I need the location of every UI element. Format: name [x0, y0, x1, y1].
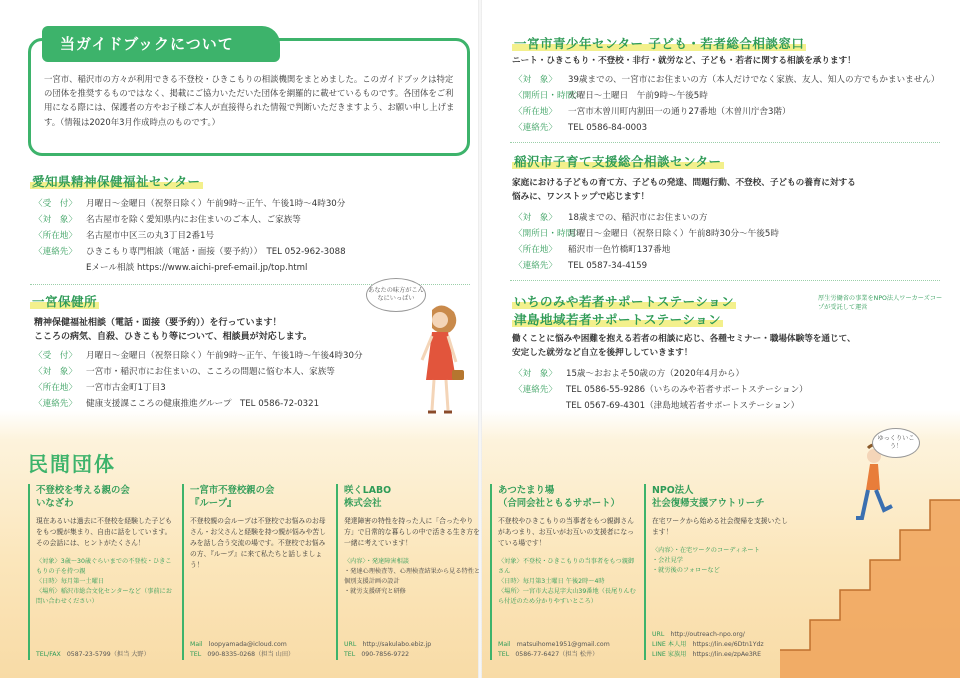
- section-heading-seishonen: 一宮市青少年センター 子ども・若者総合相談窓口: [514, 36, 805, 51]
- info-row: 〈受 付〉 月曜日～金曜日（祝祭日除く）午前9時～正午、午後1時～午後4時30分: [34, 351, 363, 361]
- stairs-illustration: [780, 440, 960, 678]
- tsushima-tel: TEL 0567-69-4301（津島地域若者サポートステーション）: [566, 401, 800, 411]
- girl-illustration: [410, 300, 470, 420]
- group-subtitle: 『ループ』: [190, 498, 237, 509]
- group-title: NPO法人: [652, 485, 694, 496]
- info-row: 〈連絡先〉 健康支援課こころの健康推進グループ TEL 0586-72-0321: [34, 399, 320, 409]
- divider: [510, 280, 940, 281]
- aichi-email: Eメール相談 https://www.aichi-pref-email.jp/top.html: [86, 263, 308, 273]
- group-card: [336, 484, 482, 660]
- info-row: 〈連絡先〉 ひきこもり専門相談（電話・面接（要予約）） TEL 052-962-3088: [34, 247, 346, 257]
- info-row: 〈連絡先〉 TEL 0586-84-0003: [514, 123, 648, 133]
- group-contact: TEL/FAX 0587-23-5799（担当 大野）: [36, 651, 150, 658]
- group-card: [490, 484, 636, 660]
- group-details: 〈対象〉3歳～30歳ぐらいまでの不登校・ひきこもりの子を持つ親 〈日時〉毎月第一土曜日 〈場所〉稲沢市総合文化センターなど（事前にお問い合わせください）: [36, 558, 172, 605]
- info-row: 〈受 付〉 月曜日～金曜日（祝祭日除く）午前9時～正午、午後1時～4時30分: [34, 199, 346, 209]
- group-contact: Mail loopyamada@icloud.com: [190, 641, 287, 648]
- group-contact: TEL 090-7856-9722: [344, 651, 410, 658]
- seishonen-info: [514, 72, 940, 136]
- group-details: 〈対象〉不登校・ひきこもりの当事者をもつ親御さん 〈日時〉毎月第3土曜日 午後2時～4時 〈場所〉一宮市大志見字大山39番地（長尾りんむら付近のため分かりやすいところ）: [498, 558, 636, 605]
- group-description: 不登校やひきこもりの当事者をもつ親御さんがあつまり、お互いがお互いの支援者になっている場です！: [498, 517, 634, 547]
- group-subtitle: （合同会社ともるサポート）: [498, 498, 620, 509]
- info-row: 〈対 象〉 一宮市・稲沢市にお住まいの、こころの問題に悩む本人、家族等: [34, 367, 335, 377]
- girl-speech-bubble: あなたの味方がこんなにいっぱい: [366, 278, 426, 312]
- npo-operator-note: 厚生労働省の事業をNPO法人ワーカーズコープが受託して運営: [818, 295, 943, 311]
- group-description: 不登校親の会ループは不登校でお悩みのお母さん・お父さんと経験を持つ親が悩みや苦しみを話し合う交流の場です。不登校でお悩みの方、『ループ』に来て私たちと話しましょう！: [190, 517, 326, 569]
- group-contact: TEL 090-8335-0268（担当 山田）: [190, 651, 295, 658]
- info-row: 〈対 象〉 39歳までの、一宮市にお住まいの方（本人だけでなく家族、友人、知人の方でもかまいません）: [514, 75, 940, 85]
- hoken-intro-1: 精神保健福祉相談（電話・面接（要予約））を行っています！: [34, 318, 282, 328]
- guide-text: 一宮市、稲沢市の方々が利用できる不登校・ひきこもりの相談機関をまとめました。このガイドブックは特定の団体を推奨するものではなく、掲載にご協力いただいた団体を網羅的に載せているものです。各団体をご利用になる際には、保護者の方やお子様ご本人が直接得られた情報で判断いただきますよう、お願い申し上げます。（情報は2020年3月作成時点のものです。）: [44, 74, 455, 127]
- info-row: 〈対 象〉 名古屋市を除く愛知県内にお住まいのご本人、ご家族等: [34, 215, 301, 225]
- section-heading-ichinomiya-support: いちのみや若者サポートステーション: [514, 294, 735, 309]
- group-card: [28, 484, 174, 660]
- divider: [510, 142, 940, 143]
- group-title: 不登校を考える親の会: [36, 485, 130, 496]
- section-heading-tsushima-support: 津島地域若者サポートステーション: [514, 312, 722, 327]
- section-heading-aichi: 愛知県精神保健福祉センター: [32, 174, 201, 189]
- group-details: 〈内容〉・発達障害相談 ・発達心理検査等、心理検査結果から見る特性と個別支援計画の設計 ・就労支援研究と研修: [344, 558, 481, 595]
- info-row: 〈開所日・時間〉 月曜日～金曜日（祝祭日除く）午前8時30分～午後5時: [514, 229, 779, 239]
- group-card: [182, 484, 328, 660]
- group-description: 発達障害の特性を持った人に「合ったやり方」で日常的な暮らしの中で活きる生き方を一緒に考えています！: [344, 517, 480, 547]
- group-contact: LINE 家族用 https://lin.ee/zpAe3RE: [652, 651, 761, 658]
- group-description: 現在あるいは過去に不登校を経験した子どもをもつ親が集まり、自由に話をしています。その会話には、ヒントがたくさん！: [36, 517, 172, 547]
- support-intro-2: 安定した就労など自立を後押ししていきます！: [512, 348, 693, 358]
- info-row: 〈連絡先〉 TEL 0587-34-4159: [514, 261, 648, 271]
- group-title: 咲くLABO: [344, 485, 392, 496]
- aichi-info: [34, 196, 346, 260]
- group-contact: LINE 本人用 https://lin.ee/6Dtn1Ydz: [652, 641, 764, 648]
- group-title: あつたまり場: [498, 485, 555, 496]
- group-subtitle: 株式会社: [344, 498, 382, 509]
- section-heading-ichinomiya-hoken: 一宮保健所: [32, 294, 98, 309]
- group-subtitle: 社会復帰支援アウトリーチ: [652, 498, 765, 509]
- support-info: [514, 366, 808, 398]
- hoken-info: [34, 348, 363, 412]
- info-row: 〈所在地〉 一宮市古金町1丁目3: [34, 383, 166, 393]
- seishonen-intro: ニート・ひきこもり・不登校・非行・就労など、子ども・若者に関する相談を承ります！: [512, 56, 856, 66]
- group-description: 在宅ワークから始める社会復帰を支援いたします！: [652, 517, 788, 536]
- kosodate-intro-2: 悩みに、ワンストップで応じます！: [512, 192, 650, 202]
- group-card: [644, 484, 790, 660]
- group-title: 一宮市不登校親の会: [190, 485, 275, 496]
- group-details: 〈内容〉・在宅ワークのコーディネート ・会社見学 ・就労後のフォローなど: [652, 547, 760, 574]
- info-row: 〈連絡先〉 TEL 0586-55-9286（いちのみや若者サポートステーション）: [514, 385, 808, 395]
- kosodate-info: [514, 210, 779, 274]
- info-row: 〈所在地〉 一宮市木曽川町内割田一の通り27番地（木曽川庁舎3階）: [514, 107, 791, 117]
- info-row: 〈所在地〉 名古屋市中区三の丸3丁目2番1号: [34, 231, 215, 241]
- kosodate-intro-1: 家庭における子どもの育て方、子どもの発達、問題行動、不登校、子どもの養育に対する: [512, 178, 856, 188]
- info-row: 〈開所日・時間〉 火曜日～土曜日 午前9時～午後5時: [514, 91, 708, 101]
- info-row: 〈対 象〉 18歳までの、稲沢市にお住まいの方: [514, 213, 708, 223]
- group-contact: URL http://sakulabo.ebiz.jp: [344, 641, 432, 648]
- guide-title: 当ガイドブックについて: [42, 26, 280, 62]
- hoken-intro-2: こころの病気、自殺、ひきこもり等について、相談員が対応します。: [34, 332, 312, 342]
- group-contact: TEL 0586-77-6427（担当 松井）: [498, 651, 599, 658]
- info-row: 〈所在地〉 稲沢市一色竹橋町137番地: [514, 245, 671, 255]
- group-subtitle: いなざわ: [36, 498, 74, 509]
- support-intro-1: 働くことに悩みや困難を抱える若者の相談に応じ、各種セミナー・職場体験等を通じて、: [512, 334, 856, 344]
- section-heading-inazawa-kosodate: 稲沢市子育て支援総合相談センター: [514, 154, 722, 169]
- private-groups-title: 民間団体: [28, 452, 116, 476]
- stairs-speech-bubble: ゆっくりいこう！: [872, 428, 920, 458]
- group-contact: Mail matsuihome1951@gmail.com: [498, 641, 610, 648]
- info-row: 〈対 象〉 15歳～おおよそ50歳の方（2020年4月から）: [514, 369, 745, 379]
- group-contact: URL http://outreach-npo.org/: [652, 631, 745, 638]
